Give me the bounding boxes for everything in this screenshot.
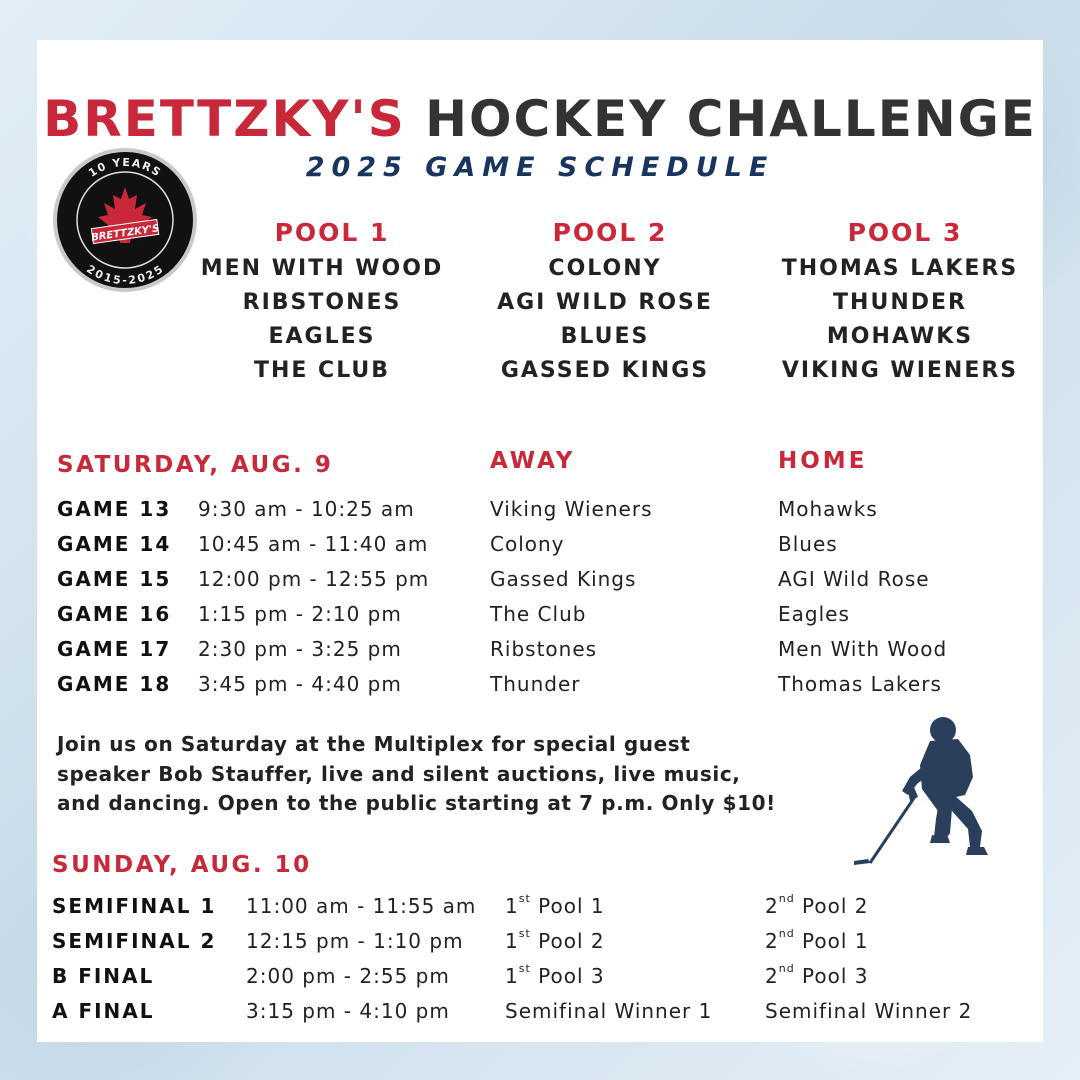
home-team: Thomas Lakers [778,672,942,696]
logo-top-text: 10 YEARS [86,155,164,180]
announcement-line: speaker Bob Stauffer, live and silent auctions, live music, [57,761,741,786]
pool-3-team: VIKING WIENERS [781,358,1019,383]
pool-2-team: AGI WILD ROSE [497,290,713,315]
away-team: Thunder [490,672,581,696]
home-team: AGI Wild Rose [778,567,930,591]
home-team: 2nd Pool 3 [765,962,869,988]
home-team: Eagles [778,602,850,626]
away-team: 1st Pool 3 [505,962,605,988]
game-time: 1:15 pm - 2:10 pm [198,602,402,626]
announcement-line: and dancing. Open to the public starting at 7 p.m. Only $10! [57,791,776,815]
game-label: GAME 16 [57,602,172,626]
home-team: 2nd Pool 2 [765,892,869,918]
home-team: Blues [778,532,838,556]
home-team: 2nd Pool 1 [765,927,869,953]
announcement-line: Join us on Saturday at the Multiplex for special guest [57,732,691,756]
pool-2-heading: POOL 2 [552,218,668,247]
away-team: The Club [490,602,587,626]
page-subtitle: 2025 GAME SCHEDULE [305,152,775,183]
pool-1-heading: POOL 1 [274,218,390,247]
home-team: Men With Wood [778,637,948,661]
home-team: Semifinal Winner 2 [765,999,973,1023]
announcement-text [57,730,776,819]
home-team: Mohawks [778,497,878,521]
pool-1-team: THE CLUB [253,358,391,383]
page-title [37,90,1043,148]
game-label: GAME 18 [57,672,172,696]
pool-1-team: RIBSTONES [242,290,402,315]
game-time: 12:15 pm - 1:10 pm [246,929,464,953]
game-label: GAME 13 [57,497,172,521]
schedule-card [37,40,1043,1042]
game-time: 12:00 pm - 12:55 pm [198,567,430,591]
logo-brand-text: BRETTZKY'S [90,223,161,244]
away-team: Gassed Kings [490,567,637,591]
title-brand: BRETTZKY'S [43,90,406,148]
game-time: 10:45 am - 11:40 am [198,532,429,556]
saturday-heading: SATURDAY, AUG. 9 [57,452,334,478]
pool-3-team: THUNDER [833,290,967,315]
pool-3-team: THOMAS LAKERS [781,256,1019,281]
logo-bottom-text: 2015-2025 [84,262,166,288]
hockey-player-icon [850,715,1000,875]
game-time: 11:00 am - 11:55 am [246,894,477,918]
away-column-heading: AWAY [490,448,576,474]
pool-1-team: EAGLES [268,324,376,349]
pool-2-team: GASSED KINGS [500,358,710,383]
away-team: Ribstones [490,637,598,661]
away-team: Viking Wieners [490,497,653,521]
game-label: GAME 17 [57,637,172,661]
away-team: 1st Pool 1 [505,892,605,918]
home-column-heading: HOME [778,448,868,474]
game-time: 2:00 pm - 2:55 pm [246,964,450,988]
away-team: Semifinal Winner 1 [505,999,713,1023]
game-time: 3:15 pm - 4:10 pm [246,999,450,1023]
away-team: 1st Pool 2 [505,927,605,953]
pool-1-team: MEN WITH WOOD [200,256,444,281]
pool-3-team: MOHAWKS [826,324,974,349]
game-time: 2:30 pm - 3:25 pm [198,637,402,661]
sunday-heading: SUNDAY, AUG. 10 [52,852,312,878]
pool-3-heading: POOL 3 [847,218,963,247]
game-label: B FINAL [52,964,155,988]
game-label: SEMIFINAL 1 [52,894,217,918]
away-team: Colony [490,532,565,556]
game-time: 9:30 am - 10:25 am [198,497,415,521]
game-label: SEMIFINAL 2 [52,929,217,953]
pool-2-team: COLONY [548,256,662,281]
game-label: A FINAL [52,999,155,1023]
title-event: HOCKEY CHALLENGE [425,90,1037,148]
pool-2-team: BLUES [560,324,650,349]
game-label: GAME 15 [57,567,172,591]
game-label: GAME 14 [57,532,172,556]
game-time: 3:45 pm - 4:40 pm [198,672,402,696]
